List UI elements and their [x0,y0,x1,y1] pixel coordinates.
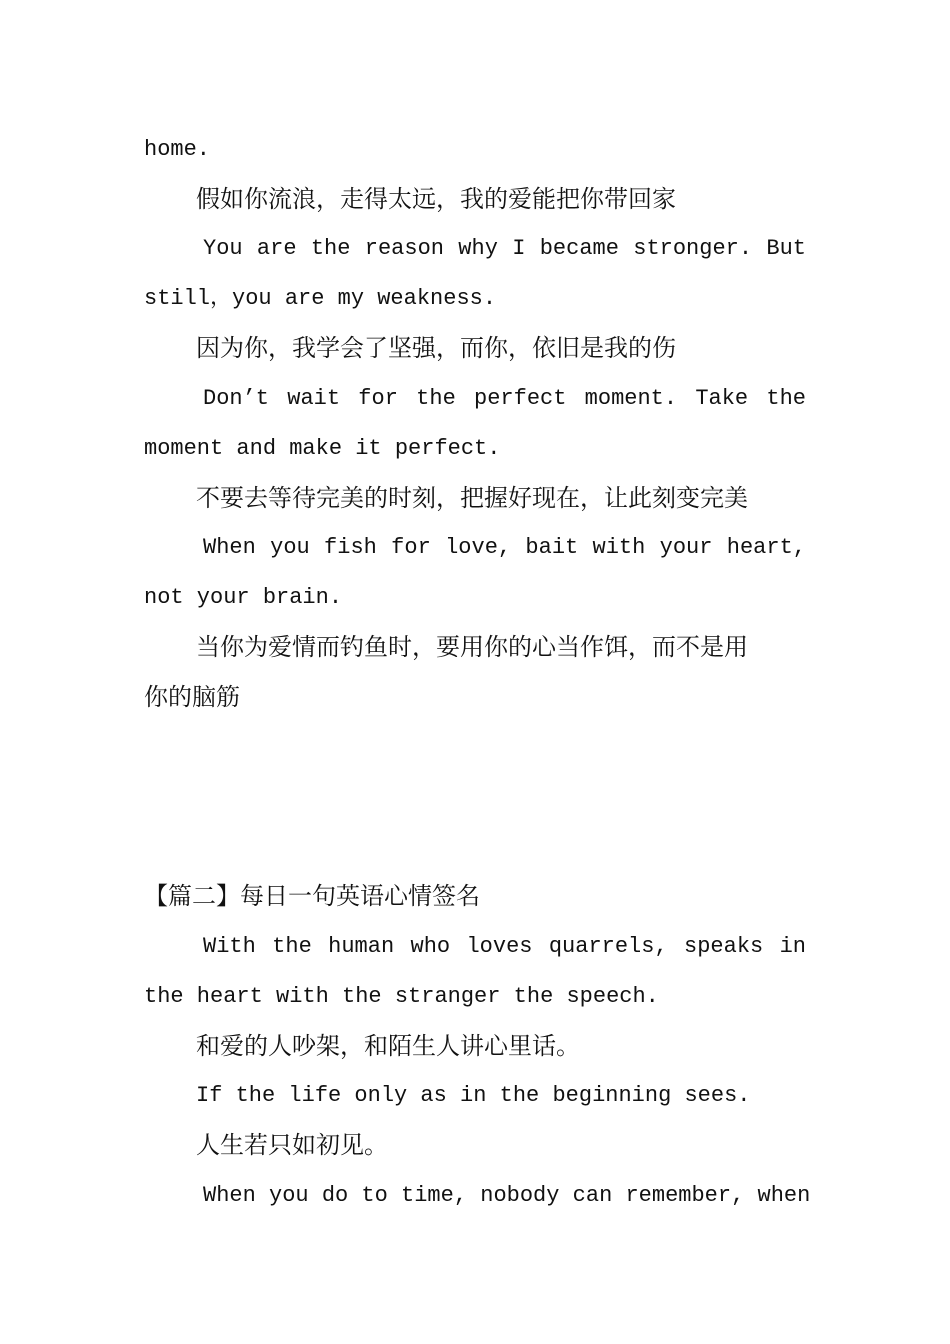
text-line: not your brain. [144,585,343,610]
text-line-chinese: 人生若只如初见。 [196,1131,388,1159]
text-line-chinese: 不要去等待完美的时刻，把握好现在，让此刻变完美 [196,484,748,512]
text-line-chinese: 你的脑筋 [144,683,240,711]
section-heading: 【篇二】每日一句英语心情签名 [144,882,480,910]
text-line: moment and make it perfect. [144,436,501,461]
text-line-chinese: 当你为爱情而钓鱼时，要用你的心当作饵，而不是用 [196,633,748,661]
text-line: still，you are my weakness. [144,286,497,311]
text-line-chinese: 和爱的人吵架，和陌生人讲心里话。 [196,1032,580,1060]
text-line: When you fish for love, bait with your heart, [203,535,806,560]
text-line: When you do to time, nobody can remember, when [203,1183,811,1208]
text-line: home. [144,137,211,162]
text-line-chinese: 假如你流浪，走得太远，我的爱能把你带回家 [196,185,676,213]
text-line: With the human who loves quarrels, speaks in [203,934,806,959]
text-line: Don’t wait for the perfect moment. Take the [203,386,806,411]
text-line-chinese: 因为你，我学会了坚强，而你，依旧是我的伤 [196,334,676,362]
text-line: If the life only as in the beginning sees. [196,1083,751,1108]
text-line: You are the reason why I became stronger. But [203,236,806,261]
text-line: the heart with the stranger the speech. [144,984,659,1009]
